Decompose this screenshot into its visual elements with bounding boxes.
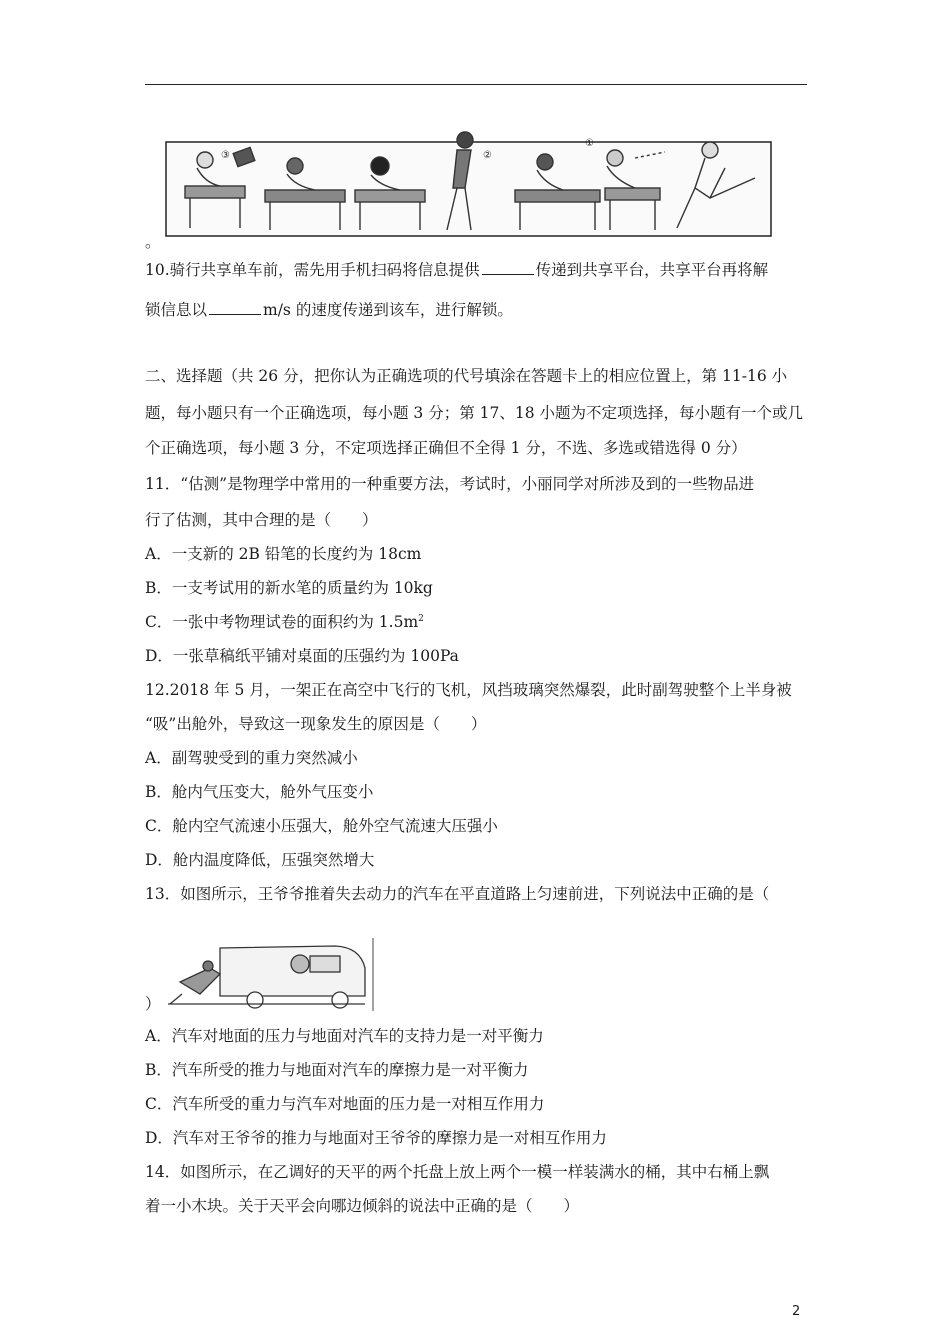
- q10-blank-1: [482, 260, 534, 275]
- q12-option-d: D．舱内温度降低，压强突然增大: [145, 851, 375, 869]
- q13-close-paren: ）: [145, 995, 161, 1013]
- q10-line1: 10.骑行共享单车前，需先用手机扫码将信息提供 传递到共享平台，共享平台再将解: [145, 261, 769, 279]
- section2-line2: 题，每小题只有一个正确选项，每小题 3 分；第 17、18 小题为不定项选择，每小题有一个或几: [145, 404, 804, 422]
- q13-option-d: D．汽车对王爷爷的推力与地面对王爷爷的摩擦力是一对相互作用力: [145, 1129, 607, 1147]
- q13-option-c: C．汽车所受的重力与汽车对地面的压力是一对相互作用力: [145, 1095, 545, 1113]
- q11-stem-line1: 11．“估测”是物理学中常用的一种重要方法，考试时，小丽同学对所涉及到的一些物品进: [145, 475, 755, 493]
- q11-option-b: B．一支考试用的新水笔的质量约为 10kg: [145, 579, 433, 597]
- q12-stem-line1: 12.2018 年 5 月，一架正在高空中飞行的飞机，风挡玻璃突然爆裂，此时副驾驶整个上半身被: [145, 681, 792, 699]
- q11-option-d: D．一张草稿纸平铺对桌面的压强约为 100Pa: [145, 647, 459, 665]
- q11-stem-line2: 行了估测，其中合理的是（ ）: [145, 511, 378, 529]
- q12-option-b: B．舱内气压变大，舱外气压变小: [145, 783, 374, 801]
- q12-stem-line2: “吸”出舱外，导致这一现象发生的原因是（ ）: [145, 715, 487, 733]
- truck-push-illustration: [160, 938, 375, 1011]
- q11-option-a: A．一支新的 2B 铅笔的长度约为 18cm: [145, 545, 422, 563]
- q13-option-b: B．汽车所受的推力与地面对汽车的摩擦力是一对平衡力: [145, 1061, 529, 1079]
- q12-option-c: C．舱内空气流速小压强大，舱外空气流速大压强小: [145, 817, 498, 835]
- q13-stem-line1: 13．如图所示，王爷爷推着失去动力的汽车在平直道路上匀速前进，下列说法中正确的是（: [145, 885, 770, 903]
- q14-stem-line2: 着一小木块。关于天平会向哪边倾斜的说法中正确的是（ ）: [145, 1197, 580, 1215]
- section2-line1: 二、选择题（共 26 分，把你认为正确选项的代号填涂在答题卡上的相应位置上，第 11-16 小: [145, 367, 788, 385]
- q10-line2: 锁信息以 m/s 的速度传递到该车，进行解锁。: [145, 301, 513, 319]
- page-number: 2: [792, 1304, 801, 1319]
- circle-label-3: ③: [221, 150, 230, 161]
- classroom-illustration: [165, 128, 772, 238]
- header-rule: [145, 84, 807, 85]
- circle-label-1: ①: [585, 138, 594, 149]
- circle-label-2: ②: [483, 150, 492, 161]
- q11-option-c: C．一张中考物理试卷的面积约为 $1.5m^2$: [145, 613, 424, 631]
- q14-stem-line1: 14．如图所示，在乙调好的天平的两个托盘上放上两个一模一样装满水的桶，其中右桶上飘: [145, 1163, 770, 1181]
- q13-option-a: A．汽车对地面的压力与地面对汽车的支持力是一对平衡力: [145, 1027, 544, 1045]
- figure-period: 。: [145, 233, 161, 251]
- q12-option-a: A．副驾驶受到的重力突然减小: [145, 749, 358, 767]
- q10-blank-2: [209, 300, 261, 315]
- section2-line3: 个正确选项，每小题 3 分，不定项选择正确但不全得 1 分，不选、多选或错选得 0 分）: [145, 439, 747, 457]
